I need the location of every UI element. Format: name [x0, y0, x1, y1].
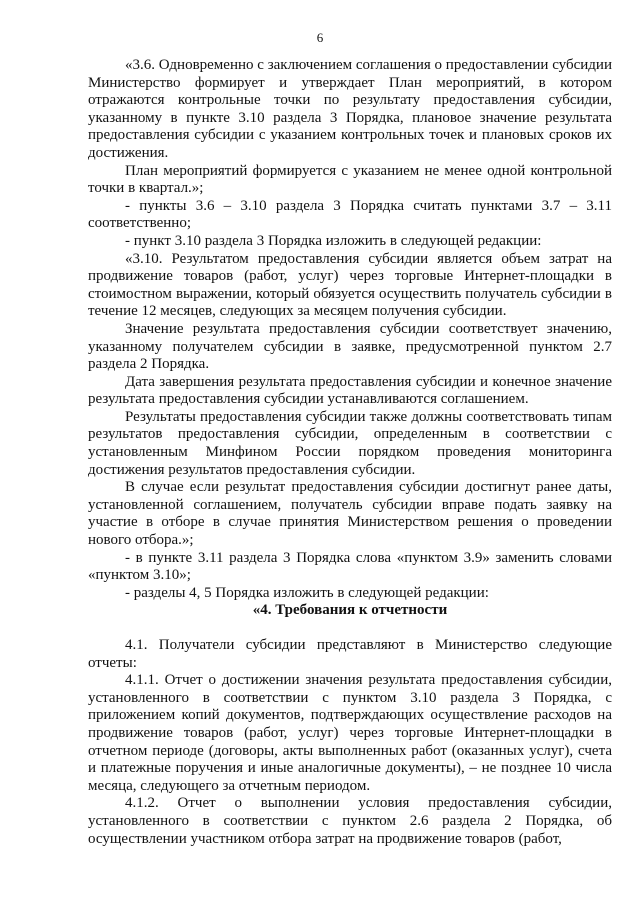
paragraph: «3.6. Одновременно с заключением соглашения о предоставлении субсидии Министерство формирует и утверждает План мероприятий, в котором отражаются контрольные точки по результату предоставления субсидии, указанному в пункте 3.10 раздела 3 Порядка, плановое значение результата предоставления субсидии с указанием контрольных точек и плановых сроков их достижения. [88, 57, 612, 161]
paragraph: 4.1.1. Отчет о достижении значения результата предоставления субсидии, установленного в соответствии с пунктом 3.10 раздела 3 Порядка, с приложением копий документов, подтверждающих осуществление расходов на продвижение товаров (работ, услуг) через торговые Интернет-площадки в отчетном периоде (договоры, акты выполненных работ (оказанных услуг), счета и платежные поручения и иные аналогичные документы), – не позднее 10 числа месяца, следующего за отчетным периодом. [88, 672, 612, 794]
paragraph: «3.10. Результатом предоставления субсидии является объем затрат на продвижение товаров (работ, услуг) через торговые Интернет-площадки в стоимостном выражении, который обязуется осуществить получатель субсидии в течение 12 месяцев, следующих за месяцем получения субсидии. [88, 250, 612, 320]
spacer [88, 620, 612, 637]
paragraph: Дата завершения результата предоставления субсидии и конечное значение результата предоставления субсидии устанавливаются соглашением. [88, 373, 612, 408]
paragraph: 4.1.2. Отчет о выполнении условия предоставления субсидии, установленного в соответствии с пунктом 2.6 раздела 2 Порядка, об осуществлении участником отбора затрат на продвижение товаров (работ, [88, 795, 612, 847]
paragraph: Значение результата предоставления субсидии соответствует значению, указанному получателем субсидии в заявке, предусмотренной пунктом 2.7 раздела 2 Порядка. [88, 320, 612, 373]
paragraph: - пункты 3.6 – 3.10 раздела 3 Порядка считать пунктами 3.7 – 3.11 соответственно; [88, 197, 612, 232]
section-heading: «4. Требования к отчетности [252, 602, 448, 619]
page-number: 6 [316, 30, 324, 45]
paragraph: Результаты предоставления субсидии также должны соответствовать типам результатов предоставления субсидии, определенным в соответствии с установленным Минфином России порядком проведения мониторинга достижения результатов предоставления субсидии. [88, 408, 612, 478]
paragraph: 4.1. Получатели субсидии представляют в Министерство следующие отчеты: [88, 637, 612, 671]
paragraph: План мероприятий формируется с указанием не менее одной контрольной точки в квартал.»; [88, 162, 612, 197]
paragraph: - разделы 4, 5 Порядка изложить в следующей редакции: [125, 584, 489, 601]
paragraph: В случае если результат предоставления субсидии достигнут ранее даты, установленной соглашением, получатель субсидии вправе подать заявку на участие в отборе в случае принятия Министерством решения о проведении нового отбора.»; [88, 479, 612, 549]
paragraph: - в пункте 3.11 раздела 3 Порядка слова «пунктом 3.9» заменить словами «пунктом 3.10»; [88, 549, 612, 584]
document-body [88, 57, 612, 848]
paragraph: - пункт 3.10 раздела 3 Порядка изложить в следующей редакции: [125, 232, 542, 249]
